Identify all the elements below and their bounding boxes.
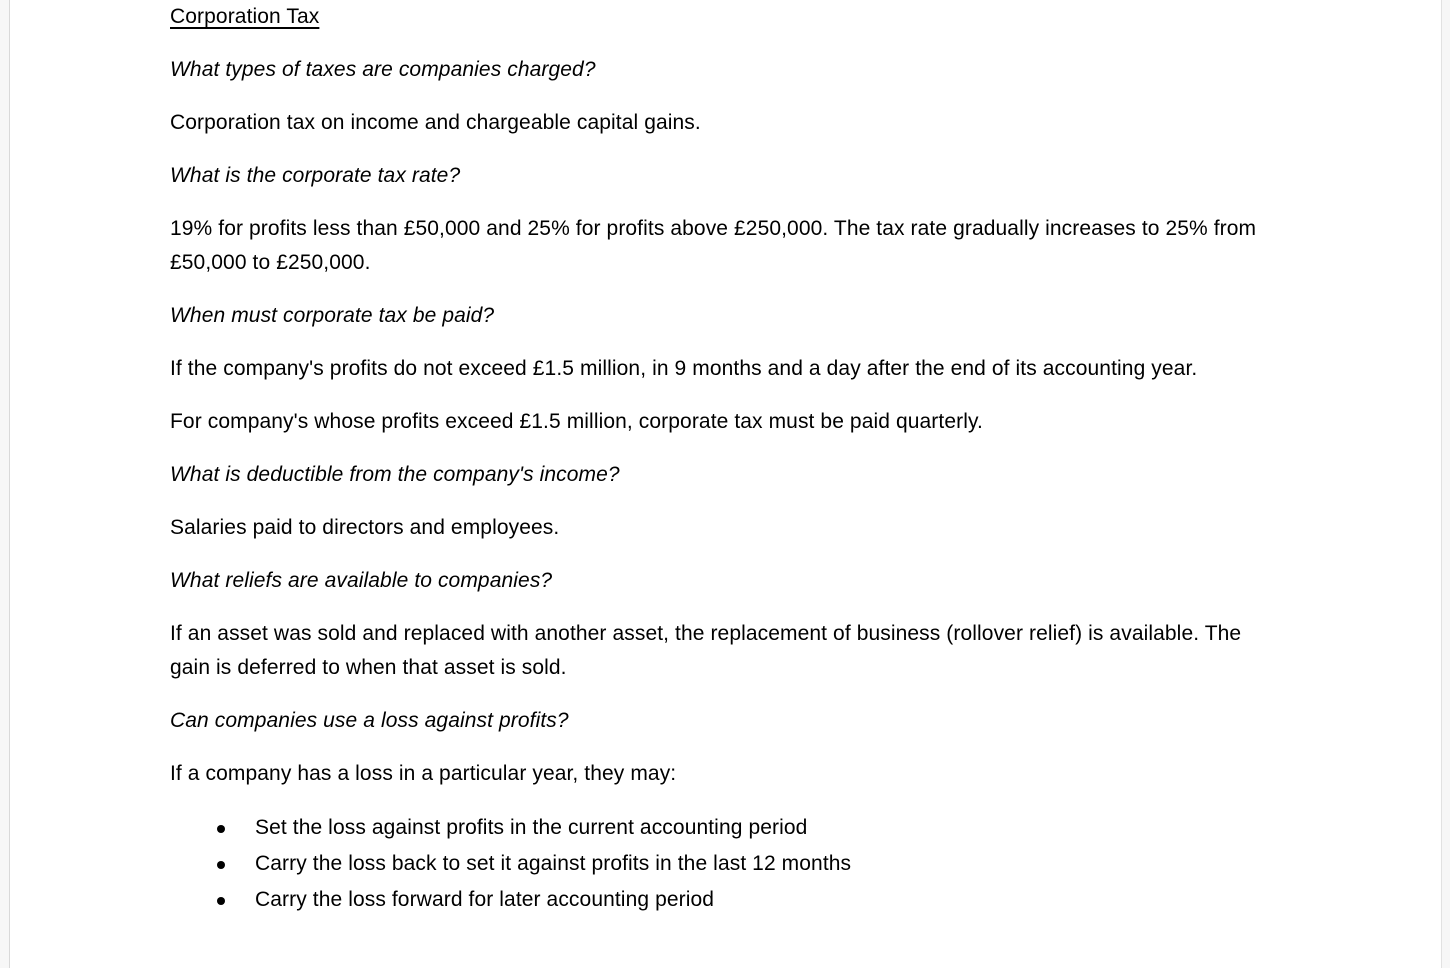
- answer-when-paid-2[interactable]: For company's whose profits exceed £1.5 million, corporate tax must be paid quarterly.: [170, 410, 983, 433]
- list-item-label: Carry the loss back to set it against profits in the last 12 months: [255, 852, 852, 875]
- question-when-paid[interactable]: When must corporate tax be paid?: [170, 304, 495, 327]
- answer-tax-rate[interactable]: 19% for profits less than £50,000 and 25% for profits above £250,000. The tax rate gradually increases to 25% from £50,000 to £250,000.: [170, 217, 1257, 274]
- list-item-loss-current-period[interactable]: [255, 810, 1282, 846]
- list-item-label: Set the loss against profits in the current accounting period: [255, 816, 808, 839]
- question-loss-against-profits[interactable]: Can companies use a loss against profits?: [170, 709, 569, 732]
- answer-when-paid-1[interactable]: If the company's profits do not exceed £1.5 million, in 9 months and a day after the end of its accounting year.: [170, 357, 1198, 380]
- loss-options-list: [170, 810, 1282, 918]
- answer-loss-intro[interactable]: If a company has a loss in a particular year, they may:: [170, 762, 677, 785]
- document-page[interactable]: [9, 0, 1442, 968]
- list-item-label: Carry the loss forward for later accounting period: [255, 888, 715, 911]
- question-deductible[interactable]: What is deductible from the company's income?: [170, 463, 620, 486]
- answer-reliefs[interactable]: If an asset was sold and replaced with another asset, the replacement of business (rollover relief) is available. The gain is deferred to when that asset is sold.: [170, 622, 1242, 679]
- bullet-icon: [217, 825, 225, 833]
- question-tax-rate[interactable]: What is the corporate tax rate?: [170, 164, 461, 187]
- list-item-loss-carry-forward[interactable]: [255, 882, 1282, 918]
- question-types-of-taxes[interactable]: What types of taxes are companies charged?: [170, 58, 596, 81]
- list-item-loss-carry-back[interactable]: [255, 846, 1282, 882]
- bullet-icon: [217, 861, 225, 869]
- answer-deductible[interactable]: Salaries paid to directors and employees.: [170, 516, 560, 539]
- bullet-icon: [217, 897, 225, 905]
- document-title[interactable]: Corporation Tax: [170, 5, 320, 28]
- question-reliefs[interactable]: What reliefs are available to companies?: [170, 569, 553, 592]
- answer-types-of-taxes[interactable]: Corporation tax on income and chargeable capital gains.: [170, 111, 701, 134]
